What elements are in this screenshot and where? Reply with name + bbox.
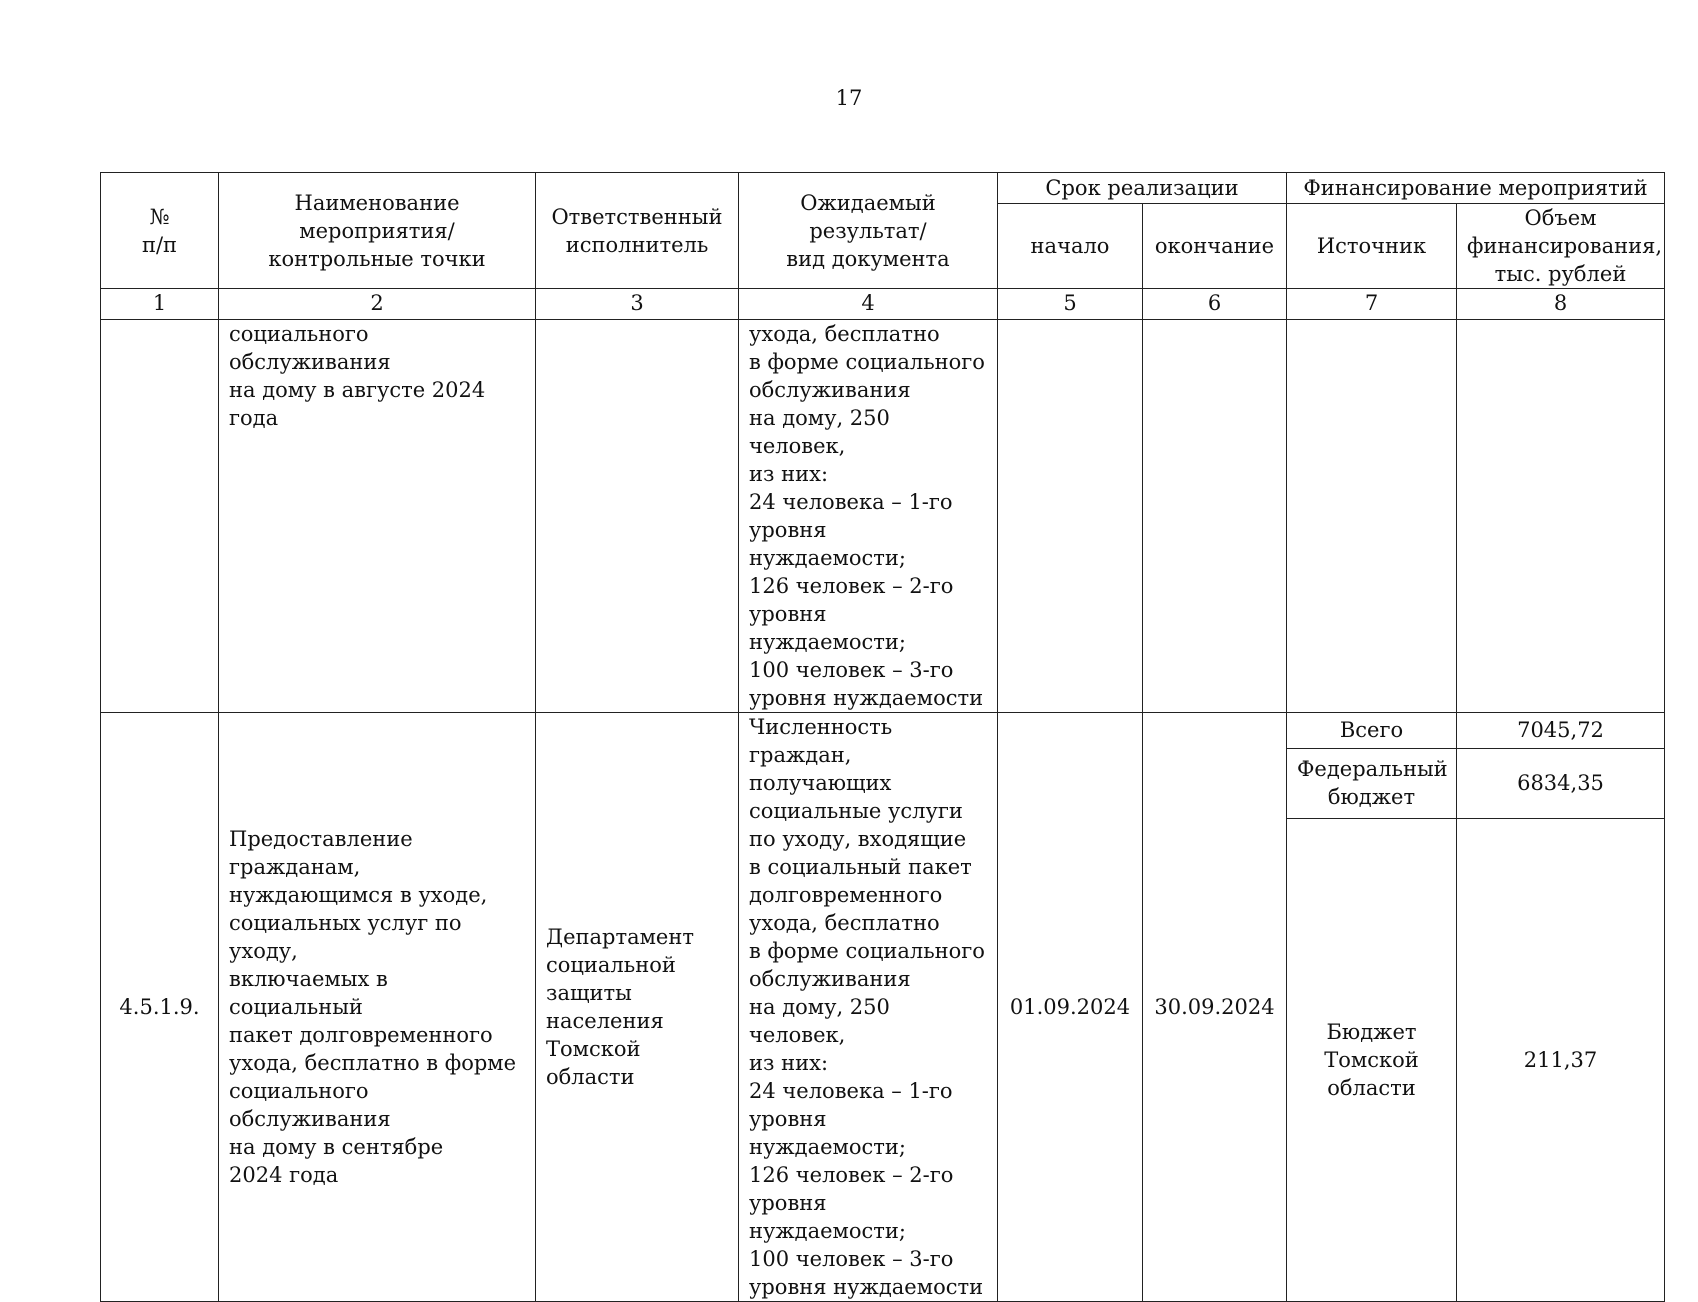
cell-source-empty — [1287, 320, 1457, 713]
header-row-top — [101, 173, 1665, 204]
column-number: 7 — [1287, 289, 1457, 320]
cell-name: Предоставление гражданам, нуждающимся в уходе, социальных услуг по уходу, включаемых в социальный пакет долговременного ухода, бесплатно в форме социального обслуживания на дому в сентябре 2024 года — [219, 713, 536, 1302]
cell-result: Численность граждан, получающих социальные услуги по уходу, входящие в социальный пакет долговременного ухода, бесплатно в форме социального обслуживания на дому, 250 человек, из них: 24 человека – 1-го уровня нуждаемости; 126 человек – 2-го уровня нуждаемости; 100 человек – 3-го уровня нуждаемости — [739, 713, 998, 1302]
funding-amount: 7045,72 — [1457, 713, 1665, 749]
header-start: начало — [998, 204, 1143, 289]
column-number: 2 — [219, 289, 536, 320]
table-row-4519 — [101, 713, 1665, 749]
table-row-continued — [101, 320, 1665, 713]
cell-number: 4.5.1.9. — [101, 713, 219, 1302]
cell-start-empty — [998, 320, 1143, 713]
activities-table — [100, 172, 1665, 1302]
cell-number-empty — [101, 320, 219, 713]
column-number: 8 — [1457, 289, 1665, 320]
header-executor: Ответственный исполнитель — [536, 173, 739, 289]
cell-name: социального обслуживания на дому в августе 2024 года — [219, 320, 536, 713]
header-result: Ожидаемый результат/ вид документа — [739, 173, 998, 289]
column-number: 1 — [101, 289, 219, 320]
cell-amount-empty — [1457, 320, 1665, 713]
cell-executor: Департамент социальной защиты населения Томской области — [536, 713, 739, 1302]
funding-amount: 6834,35 — [1457, 748, 1665, 818]
cell-end-date: 30.09.2024 — [1143, 713, 1287, 1302]
funding-source: Бюджет Томской области — [1287, 819, 1457, 1302]
header-period-group: Срок реализации — [998, 173, 1287, 204]
column-number: 6 — [1143, 289, 1287, 320]
cell-end-empty — [1143, 320, 1287, 713]
cell-executor-empty — [536, 320, 739, 713]
column-number: 3 — [536, 289, 739, 320]
funding-amount: 211,37 — [1457, 819, 1665, 1302]
header-name: Наименование мероприятия/ контрольные точки — [219, 173, 536, 289]
column-number: 5 — [998, 289, 1143, 320]
column-numbers-row — [101, 289, 1665, 320]
header-finance-group: Финансирование мероприятий — [1287, 173, 1665, 204]
header-source: Источник — [1287, 204, 1457, 289]
cell-result: ухода, бесплатно в форме социального обслуживания на дому, 250 человек, из них: 24 человека – 1-го уровня нуждаемости; 126 человек – 2-го уровня нуждаемости; 100 человек – 3-го уровня нуждаемости — [739, 320, 998, 713]
header-amount: Объем финансирования, тыс. рублей — [1457, 204, 1665, 289]
funding-source: Федеральный бюджет — [1287, 748, 1457, 818]
page-number: 17 — [835, 86, 863, 110]
funding-source: Всего — [1287, 713, 1457, 749]
column-number: 4 — [739, 289, 998, 320]
header-end: окончание — [1143, 204, 1287, 289]
header-number: № п/п — [101, 173, 219, 289]
cell-start-date: 01.09.2024 — [998, 713, 1143, 1302]
